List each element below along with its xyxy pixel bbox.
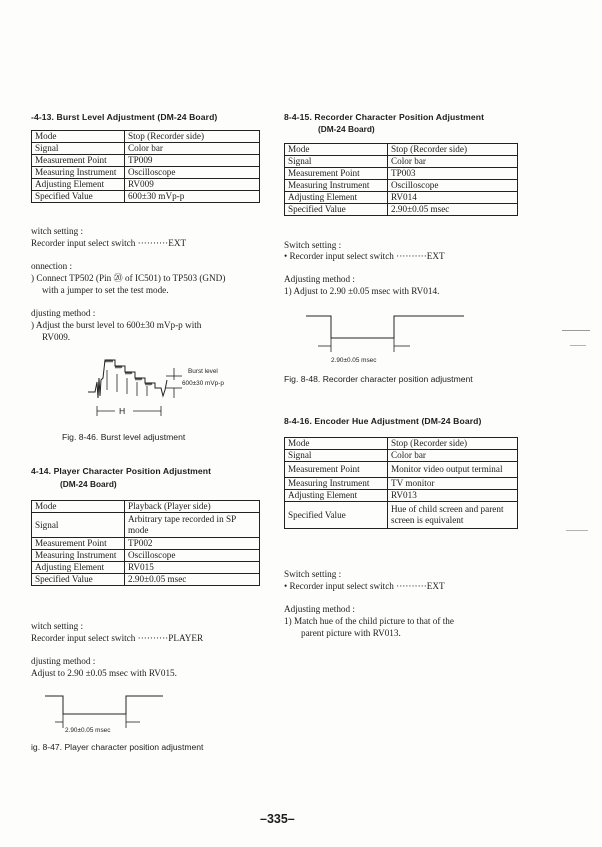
- table-row: Adjusting Element RV009: [32, 179, 260, 191]
- spec-table-8-4-15: [284, 143, 518, 216]
- fig-label-burst-value: 600±30 mVp-p: [182, 380, 224, 387]
- switch-setting-heading: Switch setting :: [284, 569, 342, 579]
- method-heading: djusting method :: [31, 656, 96, 666]
- switch-setting-line: • Recorder input select switch ··········EXT: [284, 581, 445, 591]
- method-step-1: 1) Adjust to 2.90 ±0.05 msec with RV014.: [284, 286, 440, 296]
- table-row: Mode Stop (Recorder side): [285, 144, 518, 156]
- switch-setting-line: Recorder input select switch ··········EXT: [31, 238, 187, 248]
- table-row: Measuring Instrument Oscilloscope: [285, 180, 518, 192]
- section-4-13-title: -4-13. Burst Level Adjustment (DM-24 Board): [31, 112, 218, 122]
- section-8-4-16-title: 8-4-16. Encoder Hue Adjustment (DM-24 Board): [284, 416, 482, 426]
- switch-setting-heading: witch setting :: [31, 226, 84, 236]
- method-heading: djusting method :: [31, 308, 96, 318]
- method-step-1-cont: RV009.: [42, 332, 71, 342]
- table-row: Signal Color bar: [32, 143, 260, 155]
- section-8-4-15-title: 8-4-15. Recorder Character Position Adjustment: [284, 112, 485, 122]
- method-step-1-cont: parent picture with RV013.: [301, 628, 401, 638]
- switch-setting-line: Recorder input select switch ··········PLAYER: [31, 633, 204, 643]
- switch-setting-heading: Switch setting :: [284, 240, 342, 250]
- margin-mark: [566, 530, 588, 531]
- method-step-1: Adjust to 2.90 ±0.05 msec with RV015.: [31, 668, 177, 678]
- method-step-1: 1) Match hue of the child picture to that of the: [284, 616, 454, 626]
- figure-caption-8-46: Fig. 8-46. Burst level adjustment: [62, 432, 186, 442]
- table-row: Signal Arbitrary tape recorded in SP mode: [32, 513, 260, 538]
- table-row: Measurement Point TP003: [285, 168, 518, 180]
- recorder-character-waveform: [306, 308, 466, 358]
- table-row: Signal Color bar: [285, 450, 518, 462]
- spec-table-8-4-16: [284, 437, 518, 529]
- table-row: Specified Value 2.90±0.05 msec: [32, 574, 260, 586]
- table-row: Measurement Point TP009: [32, 155, 260, 167]
- table-row: Specified Value 2.90±0.05 msec: [285, 204, 518, 216]
- table-row: Measurement Point TP002: [32, 538, 260, 550]
- table-row: Adjusting Element RV015: [32, 562, 260, 574]
- fig-value-label: 2.90±0.05 msec: [65, 727, 111, 734]
- table-row: Mode Stop (Recorder side): [32, 131, 260, 143]
- method-step-1: ) Adjust the burst level to 600±30 mVp-p with: [31, 320, 202, 330]
- section-4-14-board: (DM-24 Board): [60, 479, 117, 489]
- connection-step-1-cont: with a jumper to set the test mode.: [42, 285, 169, 295]
- spec-table-4-14: [31, 500, 260, 586]
- table-row: Measuring Instrument Oscilloscope: [32, 550, 260, 562]
- fig-label-h: H: [119, 406, 126, 416]
- table-row: Measurement Point Monitor video output terminal: [285, 462, 518, 478]
- table-row: Mode Stop (Recorder side): [285, 438, 518, 450]
- table-row: Measuring Instrument Oscilloscope: [32, 167, 260, 179]
- figure-caption-8-48: Fig. 8-48. Recorder character position adjustment: [284, 374, 473, 384]
- connection-step-1: ) Connect TP502 (Pin ⑳ of IC501) to TP503 (GND): [31, 273, 226, 283]
- spec-table-4-13: [31, 130, 260, 203]
- connection-heading: onnection :: [31, 261, 73, 271]
- table-row: Mode Playback (Player side): [32, 501, 260, 513]
- table-row: Measuring Instrument TV monitor: [285, 478, 518, 490]
- table-row: Signal Color bar: [285, 156, 518, 168]
- burst-waveform-figure: [85, 350, 215, 430]
- table-row: Specified Value Hue of child screen and parent screen is equivalent: [285, 502, 518, 529]
- table-row: Specified Value 600±30 mVp-p: [32, 191, 260, 203]
- margin-mark: [562, 330, 590, 331]
- switch-setting-heading: witch setting :: [31, 621, 84, 631]
- method-heading: Adjusting method :: [284, 274, 355, 284]
- fig-value-label: 2.90±0.05 msec: [331, 357, 377, 364]
- margin-mark: [570, 345, 586, 346]
- fig-label-burst-level: Burst level: [188, 368, 218, 375]
- method-heading: Adjusting method :: [284, 604, 355, 614]
- switch-setting-line: • Recorder input select switch ··········EXT: [284, 251, 445, 261]
- page-number: –335–: [260, 812, 295, 826]
- section-4-14-title: 4-14. Player Character Position Adjustment: [31, 466, 212, 476]
- table-row: Adjusting Element RV013: [285, 490, 518, 502]
- figure-caption-8-47: ig. 8-47. Player character position adjustment: [31, 742, 204, 752]
- table-row: Adjusting Element RV014: [285, 192, 518, 204]
- section-8-4-15-board: (DM-24 Board): [318, 124, 375, 134]
